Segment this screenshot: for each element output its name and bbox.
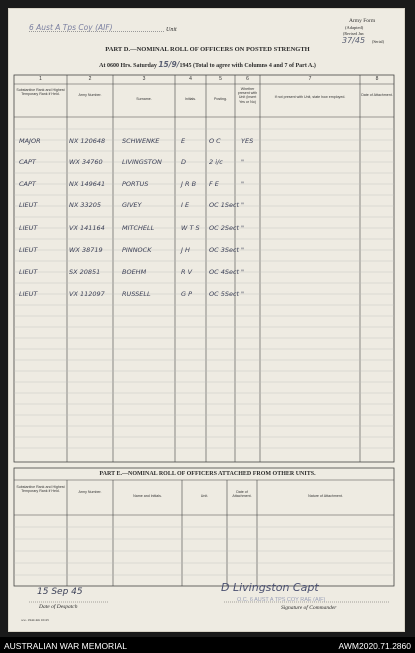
cell-rank: CAPT [19, 158, 36, 166]
cell-initials: E [181, 137, 186, 145]
date-prefix: At 0600 Hrs. Saturday [99, 63, 157, 69]
cell-rank: LIEUT [19, 268, 38, 276]
document-page [8, 8, 405, 632]
col-num-3: 3 [142, 76, 146, 82]
cell-surname: BOEHM [122, 268, 147, 276]
part-d-title: PART D.—NOMINAL ROLL OF OFFICERS ON POSTED STRENGTH [105, 46, 310, 53]
signature-label: Signature of Commander [281, 605, 337, 611]
cell-rank: LIEUT [19, 246, 38, 254]
footer-accession: AWM2020.71.2860 [338, 641, 411, 651]
cell-number: VX 141164 [69, 224, 105, 232]
cell-present: " [241, 201, 244, 209]
cell-rank: LIEUT [19, 201, 38, 209]
cell-initials: G P [181, 290, 193, 298]
cell-posting: OC 4Sect [209, 268, 240, 276]
cell-present: " [241, 180, 244, 188]
part-e-header-number: Army Number. [78, 490, 102, 494]
cell-rank: CAPT [19, 180, 36, 188]
cell-present: YES [241, 137, 254, 145]
cell-present: " [241, 268, 244, 276]
part-e-header-nature: Nature of Attachment. [308, 494, 343, 498]
cell-number: NX 33205 [69, 201, 102, 209]
cell-rank: MAJOR [19, 137, 41, 145]
cell-surname: SCHWENKE [122, 137, 160, 145]
cell-number: WX 38719 [69, 246, 103, 254]
cell-surname: MITCHELL [122, 224, 155, 232]
cell-surname: PINNOCK [122, 246, 152, 254]
part-e-header-rank: Substantive Rank and Highest Temporary Rank if Held. [16, 485, 65, 494]
issue-label: (Revised Jan [343, 31, 364, 36]
date-handwritten: 15/9/ [158, 60, 180, 69]
col-header-surname: Surname. [136, 97, 152, 101]
cell-number: WX 34760 [69, 158, 103, 166]
cell-number: SX 20851 [69, 268, 101, 276]
date-year: 1945 [179, 63, 192, 69]
serial-handwritten: 37/45 [342, 36, 366, 45]
archive-footer [0, 637, 415, 653]
unit-stamp: O.C. 6 AUST A TPS COY RAE (AIF) [237, 597, 326, 603]
col-header-army-number: Army Number. [78, 93, 102, 97]
col-num-2: 2 [88, 76, 92, 82]
table-row [17, 224, 397, 238]
col-num-8: 8 [375, 76, 379, 82]
table-row [17, 180, 397, 194]
part-e-header-unit: Unit. [200, 494, 209, 498]
army-form-label: Army Form [349, 18, 376, 24]
cell-initials: J H [181, 246, 190, 254]
unit-handwritten: 6 Aust A Tps Coy (AIF) [29, 23, 113, 32]
serial-label: (Serial) [372, 39, 384, 44]
cell-surname: LIVINGSTON [122, 158, 162, 166]
cell-posting: F E [209, 180, 219, 188]
part-e-header-date: Date of Attachment. [232, 490, 252, 499]
table-row [17, 137, 397, 151]
cell-present: " [241, 224, 244, 232]
print-code: a.w. 1944 4m 10/43 [21, 618, 49, 622]
col-header-date: Date of Attachment. [361, 93, 393, 97]
table-row [17, 290, 397, 304]
col-header-rank: Substantive Rank and Highest Temporary Rank if Held. [16, 88, 65, 97]
table-row [17, 246, 397, 260]
cell-surname: RUSSELL [122, 290, 151, 298]
cell-rank: LIEUT [19, 224, 38, 232]
cell-posting: 2 i/c [209, 158, 223, 166]
cell-initials: R V [181, 268, 193, 276]
col-num-7: 7 [308, 76, 312, 82]
unit-label: Unit [166, 27, 177, 33]
part-e-header-name: Name and Initials. [133, 494, 162, 498]
cell-initials: D [181, 158, 187, 166]
cell-posting: OC 3Sect [209, 246, 240, 254]
col-header-employed: If not present with Unit, state how employed. [274, 95, 346, 99]
table-row [17, 201, 397, 215]
col-header-initials: Initials. [184, 97, 197, 101]
cell-present: " [241, 158, 244, 166]
cell-number: NX 120648 [69, 137, 106, 145]
cell-surname: PORTUS [122, 180, 149, 188]
cell-present: " [241, 246, 244, 254]
cell-initials: J R B [181, 180, 197, 188]
col-header-present: Whether present with Unit (insert Yes or No) [237, 87, 258, 104]
cell-posting: O C [209, 137, 221, 145]
col-num-4: 4 [189, 76, 192, 82]
footer-institution: AUSTRALIAN WAR MEMORIAL [4, 641, 127, 651]
col-num-6: 6 [246, 76, 249, 82]
cell-initials: W T S [181, 224, 200, 232]
despatch-date-handwritten: 15 Sep 45 [37, 587, 83, 597]
despatch-date-label: Date of Despatch [39, 604, 78, 610]
cell-surname: GIVEY [122, 201, 142, 209]
adapted-label: (Adapted) [345, 25, 364, 30]
cell-posting: OC 1Sect [209, 201, 240, 209]
table-row [17, 268, 397, 282]
cell-posting: OC 5Sect [209, 290, 240, 298]
cell-number: VX 112097 [69, 290, 105, 298]
part-d-grid [9, 9, 406, 633]
date-suffix: (Total to agree with Columns 4 and 7 of Part A.) [192, 63, 316, 69]
col-header-posting: Posting. [214, 97, 227, 101]
cell-rank: LIEUT [19, 290, 38, 298]
part-e-title: PART E.—NOMINAL ROLL OF OFFICERS ATTACHED FROM OTHER UNITS. [99, 471, 316, 477]
commander-signature: D Livingston Capt [221, 581, 319, 594]
cell-number: NX 149641 [69, 180, 106, 188]
cell-posting: OC 2Sect [209, 224, 240, 232]
cell-initials: I E [181, 201, 190, 209]
cell-present: " [241, 290, 244, 298]
col-num-1: 1 [39, 76, 42, 82]
table-row [17, 158, 397, 172]
col-num-5: 5 [219, 76, 222, 82]
